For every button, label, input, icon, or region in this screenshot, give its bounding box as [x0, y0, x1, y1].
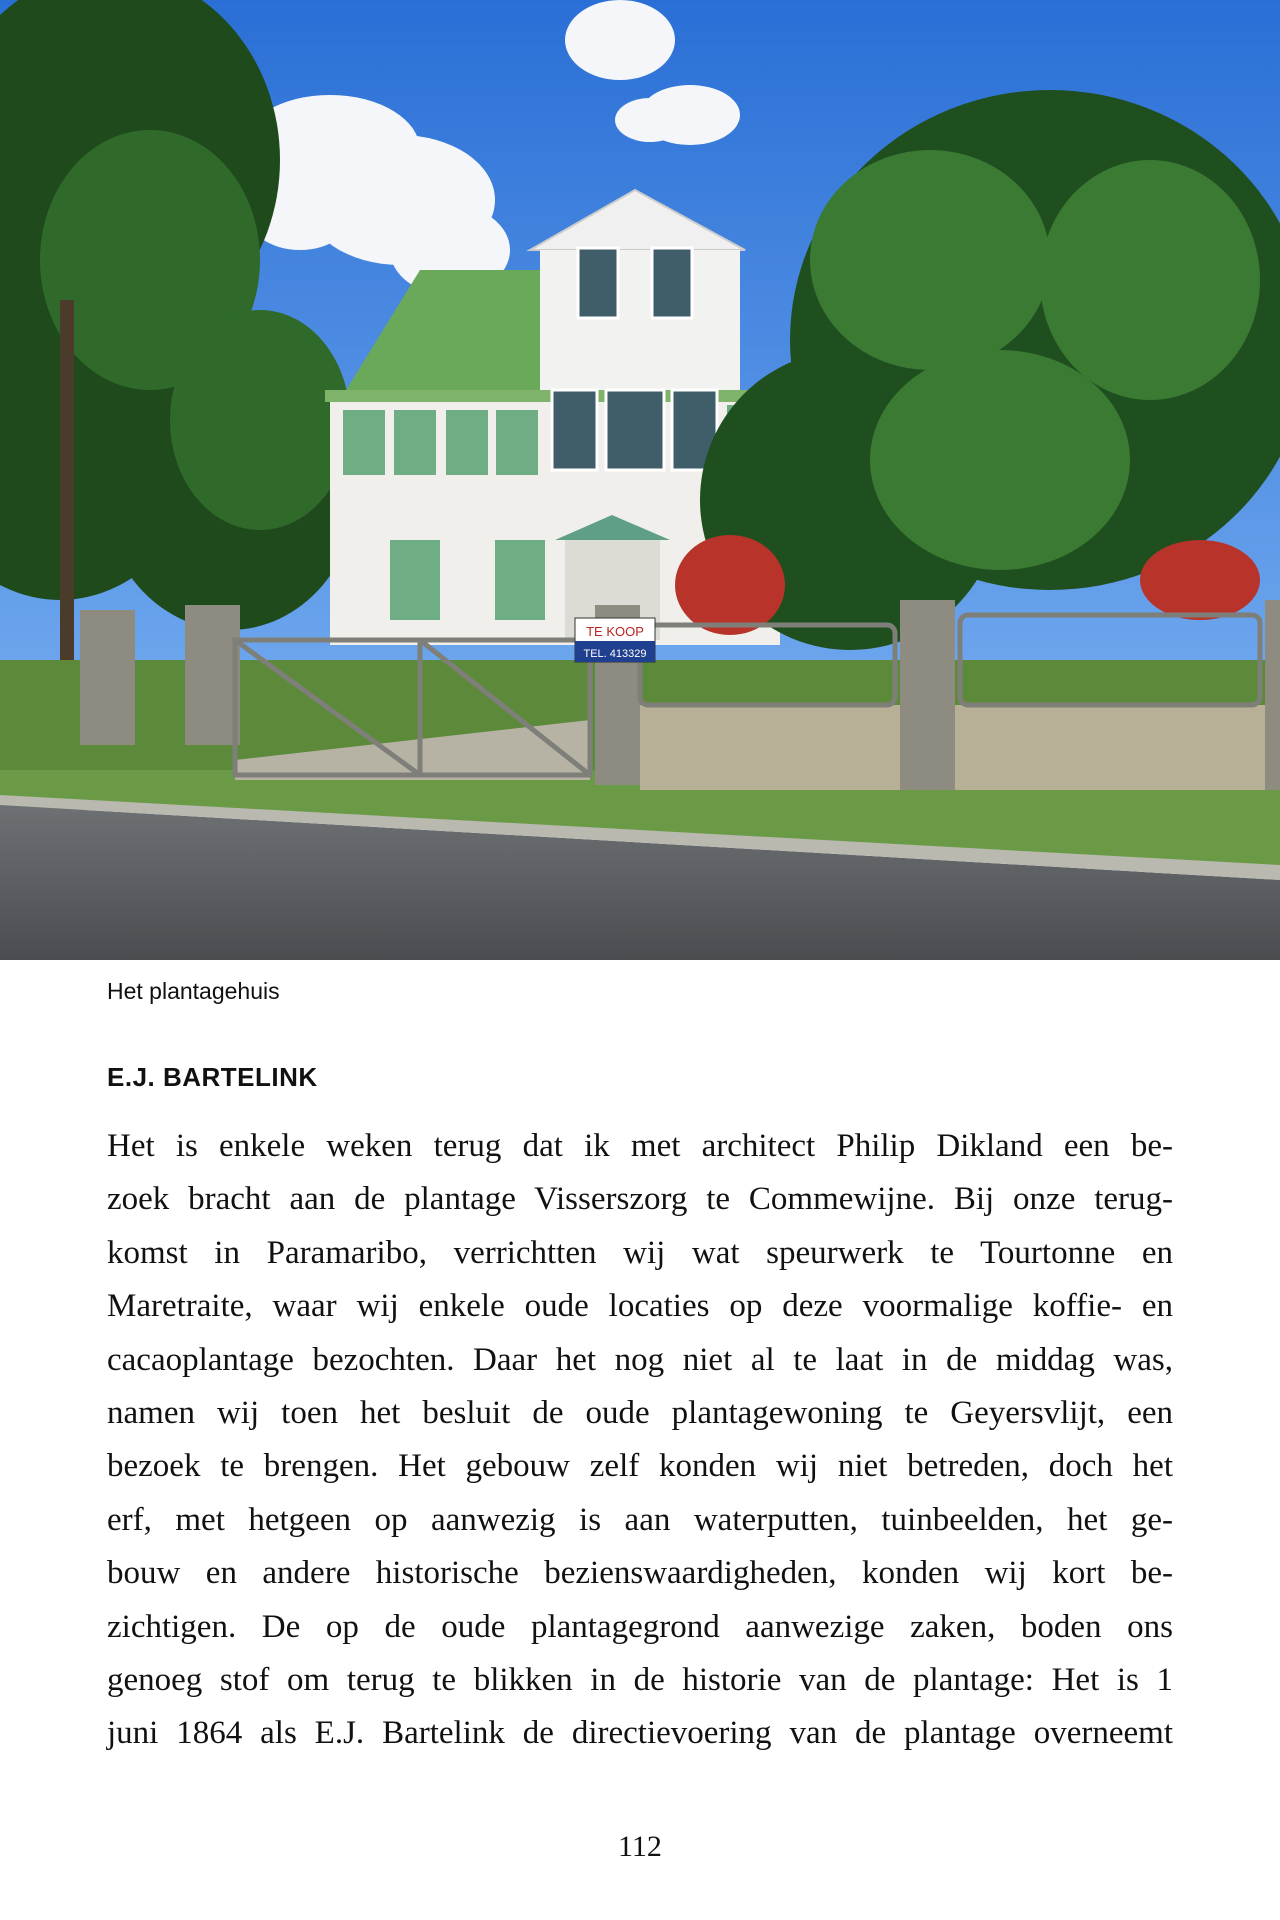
body-line: cacaoplantage bezochten. Daar het nog niet al te laat in de middag was, [107, 1341, 1173, 1378]
body-line: namen wij toen het besluit de oude plantagewoning te Geyersvlijt, een [107, 1395, 1173, 1432]
body-paragraph [107, 1120, 1173, 1761]
sign-phone: TEL. 413329 [583, 648, 647, 660]
body-line: zoek bracht aan de plantage Visserszorg te Commewijne. Bij onze terug- [107, 1181, 1173, 1218]
body-line: Het is enkele weken terug dat ik met architect Philip Dikland een be- [107, 1128, 1173, 1164]
body-line: komst in Paramaribo, verrichtten wij wat speurwerk te Tourtonne en [107, 1234, 1173, 1271]
body-line: zichtigen. De op de oude plantagegrond aanwezige zaken, boden ons [107, 1608, 1173, 1645]
body-line: Maretraite, waar wij enkele oude locaties op deze voormalige koffie- en [107, 1288, 1173, 1325]
section-heading: E.J. BARTELINK [107, 1062, 318, 1092]
page-number: 112 [618, 1830, 662, 1863]
body-line: erf, met hetgeen op aanwezig is aan waterputten, tuinbeelden, het ge- [107, 1501, 1173, 1538]
body-line: bouw en andere historische bezienswaardigheden, konden wij kort be- [107, 1555, 1173, 1592]
photo-caption: Het plantagehuis [107, 978, 280, 1004]
body-line: juni 1864 als E.J. Bartelink de directievoering van de plantage overneemt [107, 1715, 1173, 1752]
body-line: bezoek te brengen. Het gebouw zelf konden wij niet betreden, doch het [107, 1448, 1173, 1485]
body-line: genoeg stof om terug te blikken in de historie van de plantage: Het is 1 [107, 1662, 1173, 1699]
sign-text: TE KOOP [586, 624, 644, 639]
